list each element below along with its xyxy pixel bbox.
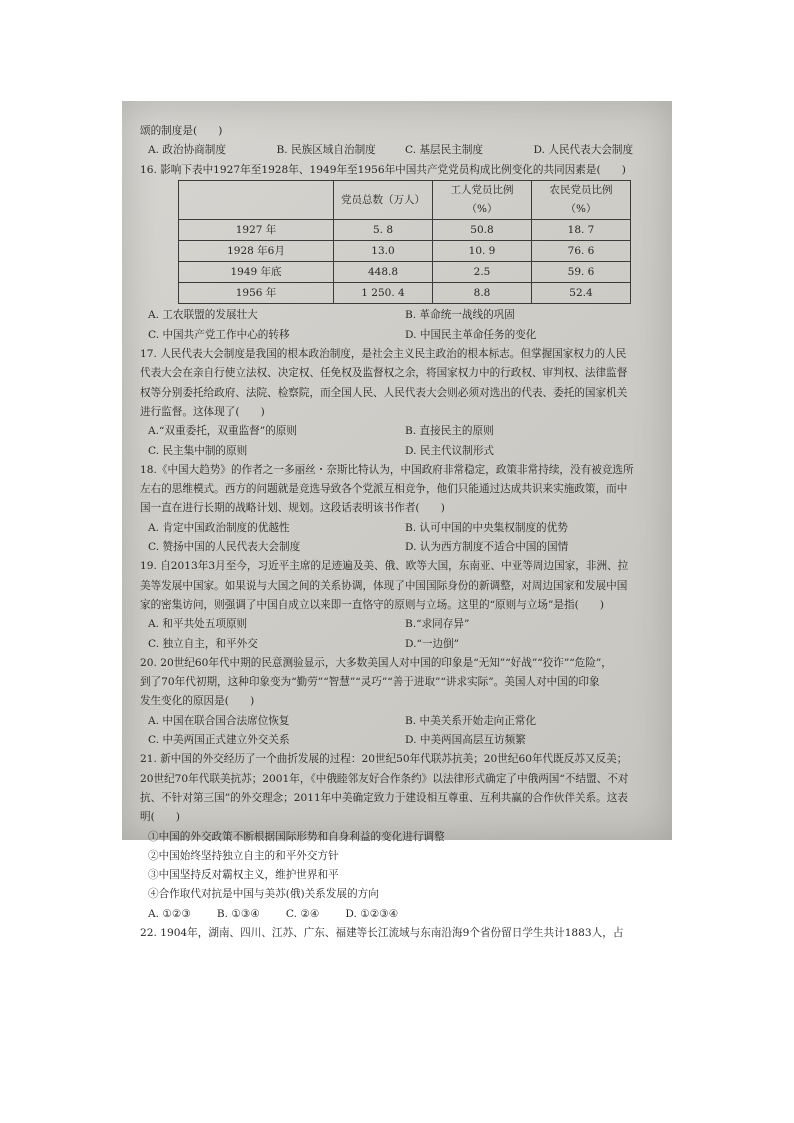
q18-option-b[interactable]: B. 认可中国的中央集权制度的优势 — [405, 521, 568, 534]
q18-option-c[interactable]: C. 赞扬中国的人民代表大会制度 — [148, 541, 301, 554]
q21-option-c[interactable]: C. ②④ — [285, 907, 320, 920]
table-cell: 76. 6 — [532, 241, 631, 262]
q22-line: 22. 1904年，湖南、四川、江苏、广东、福建等长江流域与东南沿海9个省份留日学生共计1883人，占 — [140, 926, 624, 939]
q16-options-row2 — [140, 326, 662, 345]
q19-options-row2 — [140, 635, 662, 654]
q18-line: 国一直在进行长期的战略计划、规划。这段话表明该书作者( ) — [140, 502, 445, 515]
party-member-table — [178, 180, 631, 305]
table-cell: 1927 年 — [179, 220, 334, 241]
q21-line: 21. 新中国的外交经历了一个曲折发展的过程：20世纪50年代联苏抗美；20世纪60年代既反苏又反美； — [140, 753, 628, 766]
q19-option-b[interactable]: B.“求同存异” — [405, 618, 470, 631]
q21-options — [140, 905, 662, 924]
q15-option-a[interactable]: A. 政治协商制度 — [148, 144, 226, 157]
table-cell: 59. 6 — [532, 262, 631, 283]
q16-stem: 16. 影响下表中1927年至1928年、1949年至1956年中国共产党党员构成比例变化的共同因素是( ) — [140, 163, 626, 176]
table-cell: 13.0 — [334, 241, 433, 262]
q21-option-a[interactable]: A. ①②③ — [148, 907, 191, 920]
table-row — [179, 262, 631, 283]
table-cell: 50.8 — [433, 220, 532, 241]
q17-options-row2 — [140, 442, 662, 461]
q18-line: 18.《中国大趋势》的作者之一多丽丝・奈斯比特认为，中国政府非常稳定，政策非常持续，没有被竞选所 — [140, 463, 634, 476]
q17-option-a[interactable]: A.“双重委托，双重监督”的原则 — [148, 425, 297, 438]
q17-line: 进行监督。这体现了( ) — [140, 405, 265, 418]
q20-line: 发生变化的原因是( ) — [140, 695, 255, 708]
q17-option-b[interactable]: B. 直接民主的原则 — [405, 425, 494, 438]
q16-option-c[interactable]: C. 中国共产党工作中心的转移 — [148, 328, 290, 341]
q19-option-c[interactable]: C. 独立自主，和平外交 — [148, 637, 258, 650]
q17-option-c[interactable]: C. 民主集中制的原则 — [148, 444, 248, 457]
table-cell: 8.8 — [433, 283, 532, 304]
q15-option-d[interactable]: D. 人民代表大会制度 — [533, 144, 634, 157]
q20-option-d[interactable]: D. 中美两国高层互访频繁 — [405, 734, 526, 747]
scanned-exam-photo — [122, 101, 672, 939]
exam-content — [140, 122, 662, 943]
table-cell: 18. 7 — [532, 220, 631, 241]
q16-option-b[interactable]: B. 革命统一战线的巩固 — [405, 309, 515, 322]
q18-options-row1 — [140, 519, 662, 538]
table-cell: 10. 9 — [433, 241, 532, 262]
q21-statement: ④合作取代对抗是中国与美苏(俄)关系发展的方向 — [148, 888, 379, 901]
q19-line: 19. 自2013年3月至今，习近平主席的足迹遍及美、俄、欧等大国，东南亚、中亚等周边国家，非洲、拉 — [140, 560, 629, 573]
q18-option-d[interactable]: D. 认为西方制度不适合中国的国情 — [405, 541, 569, 554]
q20-option-a[interactable]: A. 中国在联合国合法席位恢复 — [148, 714, 290, 727]
q21-line: 抗、不针对第三国”的外交理念；2011年中美确定致力于建设相互尊重、互利共赢的合作伙伴关系。这表 — [140, 791, 628, 804]
table-header-cell: 党员总数（万人） — [334, 180, 433, 220]
q16-options-row1 — [140, 306, 662, 325]
table-row — [179, 283, 631, 304]
q15-option-b[interactable]: B. 民族区域自治制度 — [276, 144, 376, 157]
q19-line: 美等发展中国家。如果说与大国之间的关系协调，体现了中国国际身份的新调整，对周边国家和发展中国 — [140, 579, 628, 592]
q20-option-c[interactable]: C. 中美两国正式建立外交关系 — [148, 734, 290, 747]
q19-option-a[interactable]: A. 和平共处五项原则 — [148, 618, 248, 631]
q18-options-row2 — [140, 538, 662, 557]
q17-option-d[interactable]: D. 民主代议制形式 — [405, 444, 495, 457]
q21-option-d[interactable]: D. ①②③④ — [345, 907, 399, 920]
table-cell: 1956 年 — [179, 283, 334, 304]
q21-statement: ③中国坚持反对霸权主义，维护世界和平 — [148, 869, 339, 882]
q21-line: 明( ) — [140, 811, 181, 824]
q19-options-row1 — [140, 615, 662, 634]
q21-statement: ①中国的外交政策不断根据国际形势和自身利益的变化进行调整 — [148, 830, 445, 843]
table-cell: 1 250. 4 — [334, 283, 433, 304]
q19-line: 家的密集访问，则强调了中国自成立以来即一直恪守的原则与立场。这里的“原则与立场”是指( ) — [140, 598, 605, 611]
q16-option-d[interactable]: D. 中国民主革命任务的变化 — [405, 328, 537, 341]
q18-line: 左右的思维模式。西方的问题就是竞选导致各个党派互相竞争，他们只能通过达成共识来实施政策，而中 — [140, 483, 628, 496]
q17-options-row1 — [140, 422, 662, 441]
q20-option-b[interactable]: B. 中美关系开始走向正常化 — [405, 714, 537, 727]
table-cell: 448.8 — [334, 262, 433, 283]
table-cell: 52.4 — [532, 283, 631, 304]
table-header-cell — [179, 180, 334, 220]
table-row — [179, 241, 631, 262]
q20-line: 到了70年代初期，这种印象变为“勤劳”“智慧”“灵巧”“善于进取”“讲求实际”。美国人对中国的印象 — [140, 676, 600, 689]
q17-line: 权等分别委托给政府、法院、检察院，而全国人民、人民代表大会则必须对选出的代表、委托的国家机关 — [140, 386, 628, 399]
table-header-row — [179, 180, 631, 220]
table-cell: 1949 年底 — [179, 262, 334, 283]
table-cell: 5. 8 — [334, 220, 433, 241]
table-header-cell: 农民党员比例（%） — [532, 180, 631, 220]
table-cell: 2.5 — [433, 262, 532, 283]
q15-stem-tail: 颂的制度是( ) — [140, 125, 223, 137]
table-header-cell: 工人党员比例（%） — [433, 180, 532, 220]
q16-option-a[interactable]: A. 工农联盟的发展壮大 — [148, 309, 258, 322]
q21-statement: ②中国始终坚持独立自主的和平外交方针 — [148, 849, 339, 862]
q20-options-row2 — [140, 731, 662, 750]
q19-option-d[interactable]: D.“一边倒” — [405, 637, 460, 650]
q21-option-b[interactable]: B. ①③④ — [216, 907, 260, 920]
table-row — [179, 220, 631, 241]
q18-option-a[interactable]: A. 肯定中国政治制度的优越性 — [148, 521, 290, 534]
q17-line: 代表大会在亲自行使立法权、决定权、任免权及监督权之余，将国家权力中的行政权、审判权、法律监督 — [140, 367, 628, 380]
q15-options — [140, 141, 662, 160]
q20-line: 20. 20世纪60年代中期的民意测验显示，大多数美国人对中国的印象是“无知”“好战”“狡诈”“危险”， — [140, 656, 612, 669]
q17-line: 17. 人民代表大会制度是我国的根本政治制度，是社会主义民主政治的根本标志。但掌握国家权力的人民 — [140, 348, 627, 361]
q20-options-row1 — [140, 712, 662, 731]
q21-line: 20世纪70年代联美抗苏；2001年，《中俄睦邻友好合作条约》以法律形式确定了中俄两国“不结盟、不对 — [140, 772, 629, 785]
q15-option-c[interactable]: C. 基层民主制度 — [405, 144, 484, 157]
table-cell: 1928 年6月 — [179, 241, 334, 262]
